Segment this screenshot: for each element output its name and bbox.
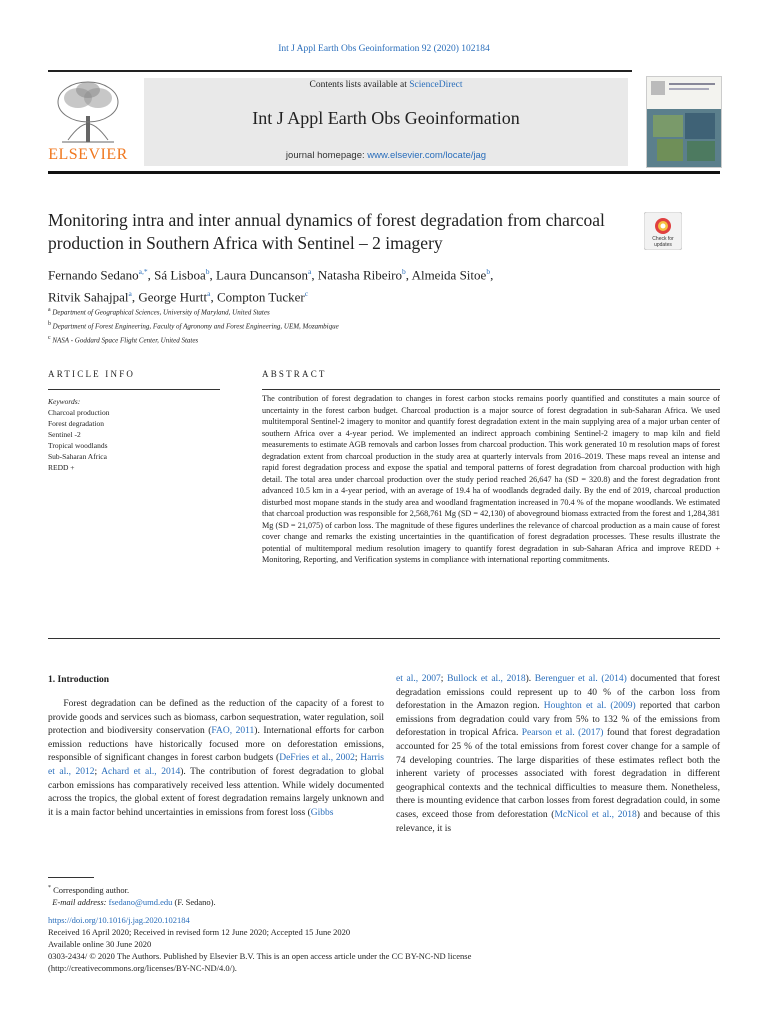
- doi-link[interactable]: https://doi.org/10.1016/j.jag.2020.102184: [48, 915, 190, 925]
- author-separator: ,: [311, 267, 318, 283]
- intro-column-left: [48, 698, 387, 820]
- author-affiliation-marker[interactable]: a: [207, 289, 211, 299]
- homepage-prefix: journal homepage:: [285, 150, 368, 161]
- intro-column-right: [396, 673, 720, 836]
- author-separator: ,: [209, 267, 216, 283]
- citation-link[interactable]: et al., 2007: [396, 674, 441, 684]
- author-separator: ,: [405, 267, 412, 283]
- affiliation-marker: b: [48, 320, 51, 327]
- body-text: found that forest degradation accounted for 25 % of the total emissions from forest cover change for a sample of 74 developing countries. The large disparities of these estimates reflect both the inherent variety of processes associated with forest degradation in different geographical contexts and the technical difficulties to measure them. Nonetheless, there is mounting evidence that carbon losses from forest degradation could, in some cases, exceed those from deforestation (: [396, 728, 720, 820]
- affiliations: [48, 305, 339, 346]
- author-name[interactable]: Laura Duncanson: [215, 267, 309, 283]
- keyword-item: Forest degradation: [48, 419, 105, 428]
- journal-cover-image[interactable]: [646, 76, 722, 168]
- email-line: [48, 896, 216, 909]
- keyword-item: Sentinel -2: [48, 430, 81, 439]
- author-affiliation-marker[interactable]: a: [308, 267, 312, 276]
- keyword-item: Tropical woodlands: [48, 441, 108, 450]
- footnote: [48, 882, 216, 909]
- author-name[interactable]: Natasha Ribeiro: [317, 267, 403, 283]
- homepage-link[interactable]: www.elsevier.com/locate/jag: [367, 150, 487, 161]
- body-text: Forest degradation can be defined as the reduction of the capacity of a forest to provide goods and services such as biomass, carbon sequestration, water regulation, soil protection and biodiversity conservation (: [48, 699, 387, 737]
- abstract-rule: [262, 389, 720, 390]
- corresponding-author-note: * Corresponding author.: [48, 884, 130, 895]
- body-text: reported that carbon emissions from degradation could vary from 5% to 132 % of the emissions from deforestation in tropical Africa.: [396, 701, 720, 739]
- email-label: E-mail address:: [52, 897, 107, 908]
- footnote-rule: [48, 877, 94, 878]
- author-affiliation-marker[interactable]: c: [304, 289, 309, 299]
- citation-link[interactable]: McNicol et al., 2018: [554, 809, 637, 820]
- article-info-rule: [48, 389, 220, 390]
- author-name[interactable]: George Hurtt: [138, 289, 208, 305]
- author-affiliation-marker[interactable]: a: [128, 289, 132, 299]
- affiliation-item: [48, 333, 339, 347]
- affiliation-item: [48, 319, 339, 333]
- author-affiliation-marker[interactable]: b: [486, 267, 491, 276]
- body-text: documented that forest degradation emissions could represent up to 40 % of the carbon loss from deforestation in the Amazon region.: [396, 674, 721, 712]
- citation-link[interactable]: FAO, 2011: [211, 726, 255, 737]
- affiliation-text: NASA - Goddard Space Flight Center, United States: [50, 335, 199, 344]
- header-rule-thick: [48, 171, 720, 174]
- journal-title: Int J Appl Earth Obs Geoinformation: [252, 108, 520, 128]
- check-updates-label: Check for updates: [652, 236, 674, 248]
- publication-info: [48, 914, 471, 974]
- elsevier-wordmark: ELSEVIER: [48, 146, 128, 163]
- citation-link[interactable]: Berenguer et al. (2014): [534, 674, 627, 684]
- contents-line: [144, 80, 628, 90]
- citation-link[interactable]: Bullock et al., 2018: [447, 674, 526, 684]
- author-separator: ,: [210, 289, 217, 305]
- author-name[interactable]: Ritvik Sahajpal: [48, 289, 129, 305]
- elsevier-tree-icon: [48, 76, 128, 146]
- body-text: ). International efforts for carbon emission reductions have historically focused more on deforestation emissions, responsible of significant changes in forest carbon budgets (: [48, 726, 384, 764]
- author-affiliation-marker[interactable]: b: [402, 267, 406, 276]
- introduction-heading: 1. Introduction: [48, 675, 110, 685]
- keywords-label: Keywords:: [48, 397, 81, 406]
- available-online: Available online 30 June 2020: [48, 939, 152, 949]
- author-name[interactable]: Almeida Sitoe: [411, 267, 487, 283]
- affiliation-text: Department of Geographical Sciences, University of Maryland, United States: [50, 308, 270, 317]
- article-info-heading: ARTICLE INFO: [48, 369, 136, 379]
- keyword-item: Sub-Saharan Africa: [48, 452, 107, 461]
- abstract-text: The contribution of forest degradation to changes in forest carbon stocks remains poorly quantified and constitutes a main source of uncertainty in the forest carbon budget. Charcoal production is a major source of forest degradation in sub-Saharan Africa. We used multitemporal Sentinel-2 imagery to monitor and quantify forest degradation extent in the main supplying area of a major urban center of southern Africa over a 4-year period. We implemented an indirect approach combining Sentinel-2 imagery to map kiln and field measurements to estimate AGB removals and carbon losses from charcoal production. This work generated 10 m resolution maps of forest degradation extent from charcoal production in the study area at quarterly intervals from 2016–2019. These maps reveal an intense and rapid forest degradation process and expose the spatial and temporal patterns of forest degradation from charcoal production with high detail. The total area under charcoal production over the study period reached 26,647 ha (SD = 320.8) and the forest degradation front advanced 10.5 km in a 4-year period, with an average of 19.4 ha of woodlands degraded daily. By the end of 2019, charcoal production disturbed most mopane stands in the study area and woodland fragmentation increased in 70.4 % of the mopane woodlands. We estimated that charcoal production was responsible for 2,568,761 Mg (SD = 42,130) of aboveground biomass extracted from the forest and 1,284,381 Mg (SD = 21,075) of carbon loss. The magnitude of these figures underlines the relevance of charcoal production as a main cause of forest cover change and remarks the existing uncertainties in the quantification of forest degradation processes. These results illustrate the potential of multitemporal medium resolution imagery to quantify forest degradation in sub-Saharan Africa and improve REDD + Monitoring, Reporting, and Verification systems in compliance with international reporting commitments.: [262, 394, 720, 564]
- author-separator: ,: [490, 267, 494, 283]
- homepage-line: [144, 150, 628, 161]
- body-text: ;: [354, 753, 361, 764]
- journal-citation[interactable]: Int J Appl Earth Obs Geoinformation 92 (2020) 102184: [278, 44, 490, 54]
- affiliation-marker: c: [48, 334, 51, 341]
- citation-link[interactable]: Harris et al., 2012: [48, 753, 384, 777]
- license-url[interactable]: (http://creativecommons.org/licenses/BY-NC-ND/4.0/).: [48, 963, 237, 973]
- body-text: ;: [440, 674, 448, 684]
- citation-link[interactable]: Achard et al., 2014: [101, 766, 181, 777]
- author-separator: ,: [147, 267, 155, 283]
- author-name[interactable]: Sá Lisboa: [154, 267, 206, 283]
- email-suffix: (F. Sedano).: [172, 897, 216, 908]
- affiliation-item: [48, 305, 339, 319]
- keywords-block: [48, 396, 109, 473]
- abstract-heading: ABSTRACT: [262, 369, 327, 379]
- header-rule: [48, 70, 632, 72]
- author-affiliation-marker[interactable]: a,*: [138, 267, 148, 276]
- citation-link[interactable]: Houghton et al. (2009): [543, 701, 636, 712]
- journal-banner: [144, 78, 628, 166]
- author-name[interactable]: Compton Tucker: [216, 289, 305, 305]
- citation-link[interactable]: DeFries et al., 2002: [279, 753, 355, 764]
- body-text: ).: [525, 674, 535, 684]
- contents-prefix: Contents lists available at: [309, 80, 410, 90]
- abstract-bottom-rule: [48, 638, 720, 639]
- author-affiliation-marker[interactable]: b: [205, 267, 210, 276]
- keyword-item: REDD +: [48, 463, 75, 472]
- license-text: 0303-2434/ © 2020 The Authors. Published by Elsevier B.V. This is an open access article under the CC BY-NC-ND license: [48, 951, 472, 961]
- elsevier-logo[interactable]: [48, 76, 128, 164]
- body-text: ) and because of this relevance, it is: [396, 809, 721, 834]
- received-dates: Received 16 April 2020; Received in revised form 12 June 2020; Accepted 15 June 2020: [48, 927, 351, 937]
- body-text: ). The contribution of forest degradation to global carbon emissions has comparatively received less attention. While widely documented across the tropics, the global extent of forest degradation remains largely unknown and it is a main factor behind uncertainties in emissions from forest loss (: [48, 766, 384, 818]
- citation-link[interactable]: Pearson et al. (2017): [521, 728, 604, 739]
- corresponding-label: Corresponding author.: [53, 884, 130, 895]
- email-link[interactable]: fsedano@umd.edu: [108, 897, 173, 908]
- body-text: ;: [94, 766, 102, 777]
- author-list: [48, 262, 648, 307]
- citation-link[interactable]: Gibbs: [310, 807, 334, 818]
- check-for-updates-badge[interactable]: [644, 212, 682, 250]
- article-title: Monitoring intra and inter annual dynamics of forest degradation from charcoal production in Southern Africa with Sentinel – 2 imagery: [48, 210, 605, 253]
- affiliation-text: Department of Forest Engineering, Faculty of Agronomy and Forest Engineering, UEM, Mozambique: [50, 322, 339, 331]
- affiliation-marker: a: [48, 307, 51, 313]
- keyword-item: Charcoal production: [48, 408, 110, 417]
- author-separator: ,: [131, 289, 139, 305]
- sciencedirect-link[interactable]: ScienceDirect: [409, 80, 463, 90]
- author-name[interactable]: Fernando Sedano: [48, 267, 139, 283]
